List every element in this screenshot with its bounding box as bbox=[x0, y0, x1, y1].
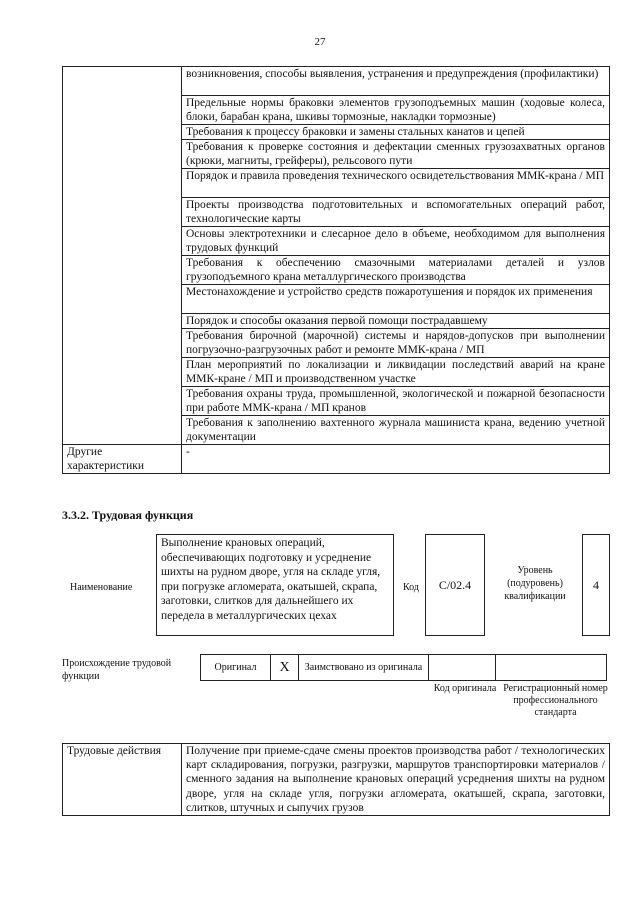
original-mark: X bbox=[271, 655, 299, 681]
registration-number-cell bbox=[496, 655, 607, 681]
origin-table bbox=[200, 654, 607, 681]
table-row bbox=[63, 67, 610, 96]
original-label: Оригинал bbox=[201, 655, 271, 681]
table-row bbox=[63, 744, 610, 816]
table-cell-right: Требования бирочной (марочной) системы и нарядов-допусков при выполнении погрузочно-разгрузочных работ и ремонте ММК-крана / МП bbox=[182, 329, 610, 358]
table-row bbox=[63, 445, 610, 474]
level-value: 4 bbox=[593, 577, 599, 592]
table-row bbox=[201, 655, 607, 681]
registration-number-caption: Регистрационный номер профессионального стандарта bbox=[503, 683, 608, 718]
labor-actions-label: Трудовые действия bbox=[63, 744, 182, 816]
table-cell-right: возникновения, способы выявления, устранения и предупреждения (профилактики) bbox=[182, 67, 610, 96]
original-code-caption: Код оригинала bbox=[433, 683, 497, 694]
code-value: C/02.4 bbox=[438, 577, 472, 592]
borrowed-label: Заимствовано из оригинала bbox=[299, 655, 429, 681]
table-cell-right: Требования к обеспечению смазочными материалами деталей и узлов грузоподъемного крана металлургического производства bbox=[182, 256, 610, 285]
table-cell-right: Требования к заполнению вахтенного журнала машиниста крана, ведению учетной документации bbox=[182, 416, 610, 445]
level-label: Уровень (подуровень) квалификации bbox=[504, 565, 566, 602]
table-cell-left bbox=[63, 67, 182, 445]
original-code-cell bbox=[429, 655, 496, 681]
origin-label: Происхождение трудовой функции bbox=[62, 658, 172, 682]
code-box bbox=[425, 534, 485, 636]
code-label: Код bbox=[403, 582, 419, 593]
table-cell-right: Требования охраны труда, промышленной, экологической и пожарной безопасности при работе ММК-крана / МП кранов bbox=[182, 387, 610, 416]
page-number: 27 bbox=[314, 36, 326, 48]
table-cell-right: - bbox=[182, 445, 610, 474]
table-cell-right: План мероприятий по локализации и ликвидации последствий аварий на кране ММК-кране / МП и производственном участке bbox=[182, 358, 610, 387]
table-cell-right: Местонахождение и устройство средств пожаротушения и порядок их применения bbox=[182, 285, 610, 314]
level-box bbox=[582, 534, 610, 636]
labor-actions-table bbox=[62, 743, 610, 816]
knowledge-table bbox=[62, 66, 610, 474]
table-cell-right: Основы электротехники и слесарное дело в объеме, необходимом для выполнения трудовых функций bbox=[182, 227, 610, 256]
function-name-box: Выполнение крановых операций, обеспечивающих подготовку и усреднение шихты на рудном дворе, угля на складе угля, при погрузке агломерата, окатышей, скрапа, заготовки, слитков для дальнейшего их передела в металлургических цехах bbox=[156, 534, 394, 636]
table-cell-right: Проекты производства подготовительных и вспомогательных операций работ, технологические карты bbox=[182, 198, 610, 227]
table-cell-right: Требования к проверке состояния и дефектации сменных грузозахватных органов (крюки, магниты, грейферы), рельсового пути bbox=[182, 140, 610, 169]
name-label: Наименование bbox=[70, 582, 133, 593]
table-cell-left: Другие характеристики bbox=[63, 445, 182, 474]
section-title: 3.3.2. Трудовая функция bbox=[62, 508, 194, 522]
table-cell-right: Требования к процессу браковки и замены стальных канатов и цепей bbox=[182, 125, 610, 140]
table-cell-right: Предельные нормы браковки элементов грузоподъемных машин (ходовые колеса, блоки, барабан крана, шкивы тормозные, накладки тормозные) bbox=[182, 96, 610, 125]
table-cell-right: Порядок и правила проведения технического освидетельствования ММК-крана / МП bbox=[182, 169, 610, 198]
table-cell-right: Порядок и способы оказания первой помощи пострадавшему bbox=[182, 314, 610, 329]
labor-actions-value: Получение при приеме-сдаче смены проектов производства работ / технологических карт складирования, погрузки, разгрузки, маршрутов транспортировки материалов / сменного задания на выполнение крановых операций усреднения шихты на рудном дворе, угля на складе угля, погрузки агломерата, окатышей, скрапа, заготовки, слитков, штучных и сыпучих грузов bbox=[182, 744, 610, 816]
